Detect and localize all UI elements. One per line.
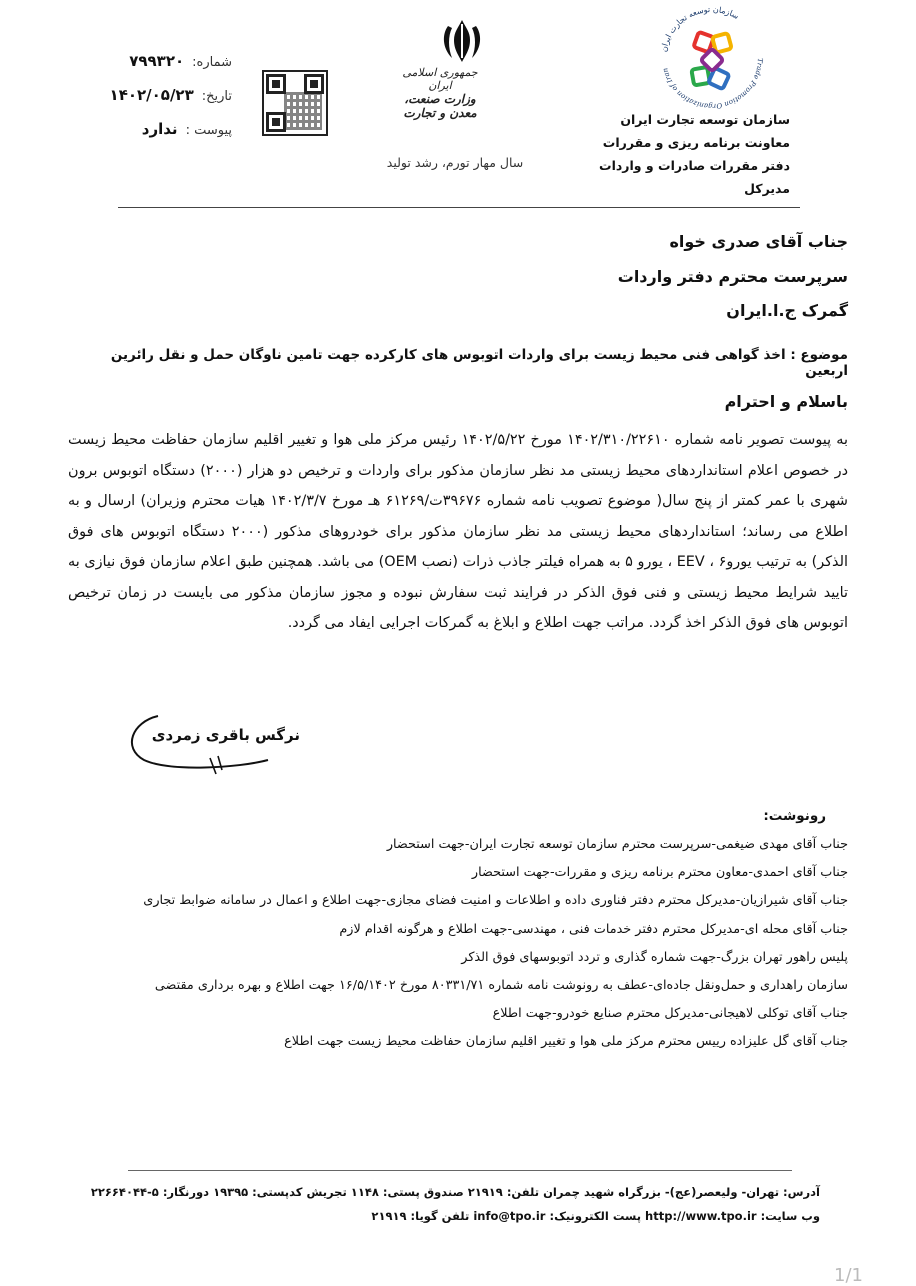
signatory-name: نرگس باقری زمردی (151, 726, 300, 744)
header-divider (118, 207, 800, 208)
svg-text:سازمان توسعه تجارت ایران (659, 5, 740, 53)
page-number: 1/1 (834, 1265, 863, 1286)
letter-body: به پیوست تصویر نامه شماره ۱۴۰۲/۳۱۰/۲۲۶۱۰ مورخ ۱۴۰۲/۵/۲۲ رئیس مرکز ملی هوا و تغییر اقلیم سازمان حفاظت محیط زیست در خصوص اعلام استانداردهای محیط زیستی مد نظر سازمان مذکور برای واردات و ترخیص دو هزار (۲۰۰۰) دستگاه اتوبوس برون شهری با عمر کمتر از پنج سال( موضوع تصویب نامه شماره ۳۹۶۷۶ت/۶۱۲۶۹ هـ مورخ ۱۴۰۲/۳/۷ هیات محترم وزیران) ارسال و به اطلاع می رساند؛ استانداردهای محیط زیستی مد نظر سازمان مذکور برای خودروهای مذکور (۲۰۰۰ دستگاه اتوبوس های فوق الذکر) به ترتیب یورو۶ ، EEV ، یورو ۵ به همراه فیلتر جاذب ذرات (نصب OEM) می باشد. همچنین طبق اعلام سازمان فوق نیازی به تایید شرایط محیط زیستی و فنی فوق الذکر در فرایند ثبت سفارش نبوده و مجوز سازمان مذکور می بایست در زمان ترخیص اتوبوس های فوق الذکر اخذ گردد. مراتب جهت اطلاع و ابلاغ به گمرکات اجرایی ایفاد می گردد. (68, 432, 849, 631)
letter-number-value: ۷۹۹۳۲۰ (129, 52, 185, 70)
footer-address: آدرس: تهران- ولیعصر(عج)- بزرگراه شهید چمران تلفن: ۲۱۹۱۹ صندوق پستی: ۱۱۴۸ تجریش کدپستی: ۱۹۳۹۵ دورنگار: ۵-۲۲۶۶۴۰۴۴ (90, 1185, 820, 1199)
emblem-caption-republic: جمهوری اسلامی ایران (402, 66, 478, 92)
letter-subject: موضوع : اخذ گواهی فنی محیط زیست برای واردات اتوبوس های کارکرده جهت تامین ناوگان حمل و نقل رائرین اربعین (110, 347, 848, 379)
footer-contact: وب سایت: http://www.tpo.ir پست الکترونیک: info@tpo.ir تلفن گویا: ۲۱۹۱۹ (371, 1209, 820, 1223)
iran-emblem-icon (438, 18, 486, 64)
copy-recipient: جناب آقای شیرازیان-مدیرکل محترم دفتر فناوری داده و اطلاعات و امنیت فضای مجازی-جهت اطلاع و اعمال در سامانه ضوابط تجاری (143, 893, 848, 909)
year-slogan: سال مهار تورم، رشد تولید (386, 155, 524, 170)
org-office: دفتر مقررات صادرات و واردات (599, 158, 790, 173)
logo-ring-text-en: Trade Promotion Organization of Iran (661, 57, 765, 111)
copy-recipient: جناب آقای گل علیزاده رییس محترم مرکز ملی هوا و تغییر اقلیم سازمان حفاظت محیط زیست جهت اطلاع (284, 1034, 848, 1050)
letter-attachment-value: ندارد (141, 120, 178, 138)
org-name: سازمان توسعه تجارت ایران (620, 112, 790, 127)
letter-attachment-label: پیوست : (185, 123, 232, 138)
copy-recipient: جناب آقای محله ای-مدیرکل محترم دفتر خدمات فنی ، مهندسی-جهت اطلاع و هرگونه اقدام لازم (339, 921, 848, 937)
org-deputy: معاونت برنامه ریزی و مقررات (602, 135, 790, 150)
copy-recipient: جناب آقای احمدی-معاون محترم برنامه ریزی و مقررات-جهت استحضار (471, 865, 848, 881)
addressee-name: جناب آقای صدری خواه (669, 232, 848, 251)
logo-ring-text-fa: سازمان توسعه تجارت ایران (659, 4, 741, 53)
copy-recipient: پلیس راهور تهران بزرگ-جهت شماره گذاری و تردد اتوبوسهای فوق الذکر (461, 949, 848, 965)
letter-date (72, 86, 232, 104)
letter-date-label: تاریخ: (201, 89, 232, 104)
copy-recipient: سازمان راهداری و حمل‌ونقل جاده‌ای-عطف به رونوشت نامه شماره ۸۰۳۳۱/۷۱ مورخ ۱۶/۵/۱۴۰۲ جهت اطلاع و بهره برداری مقتضی (154, 978, 848, 994)
copy-recipient: جناب آقای مهدی ضیغمی-سرپرست محترم سازمان توسعه تجارت ایران-جهت استحضار (386, 837, 848, 852)
emblem-caption-ministry: وزارت صنعت، معدن و تجارت (403, 92, 477, 120)
addressee-title: سرپرست محترم دفتر واردات (617, 267, 848, 286)
tpo-logo-icon (656, 2, 768, 114)
qr-code (262, 70, 328, 136)
letter-attachment (72, 120, 232, 138)
issuing-office (560, 108, 790, 200)
footer-divider (128, 1170, 792, 1171)
letter-number (72, 52, 232, 70)
org-director: مدیرکل (744, 181, 790, 196)
greeting: باسلام و احترام (724, 392, 848, 411)
copy-recipient: جناب آقای توکلی لاهیجانی-مدیرکل محترم صنایع خودرو-جهت اطلاع (492, 1006, 848, 1022)
letter-number-label: شماره: (192, 55, 232, 70)
copies-heading: رونوشت: (763, 808, 826, 824)
addressee-org: گمرک ج.ا.ایران (726, 301, 848, 320)
letter-date-value: ۱۴۰۲/۰۵/۲۳ (109, 86, 194, 104)
copies-list (48, 831, 848, 1057)
